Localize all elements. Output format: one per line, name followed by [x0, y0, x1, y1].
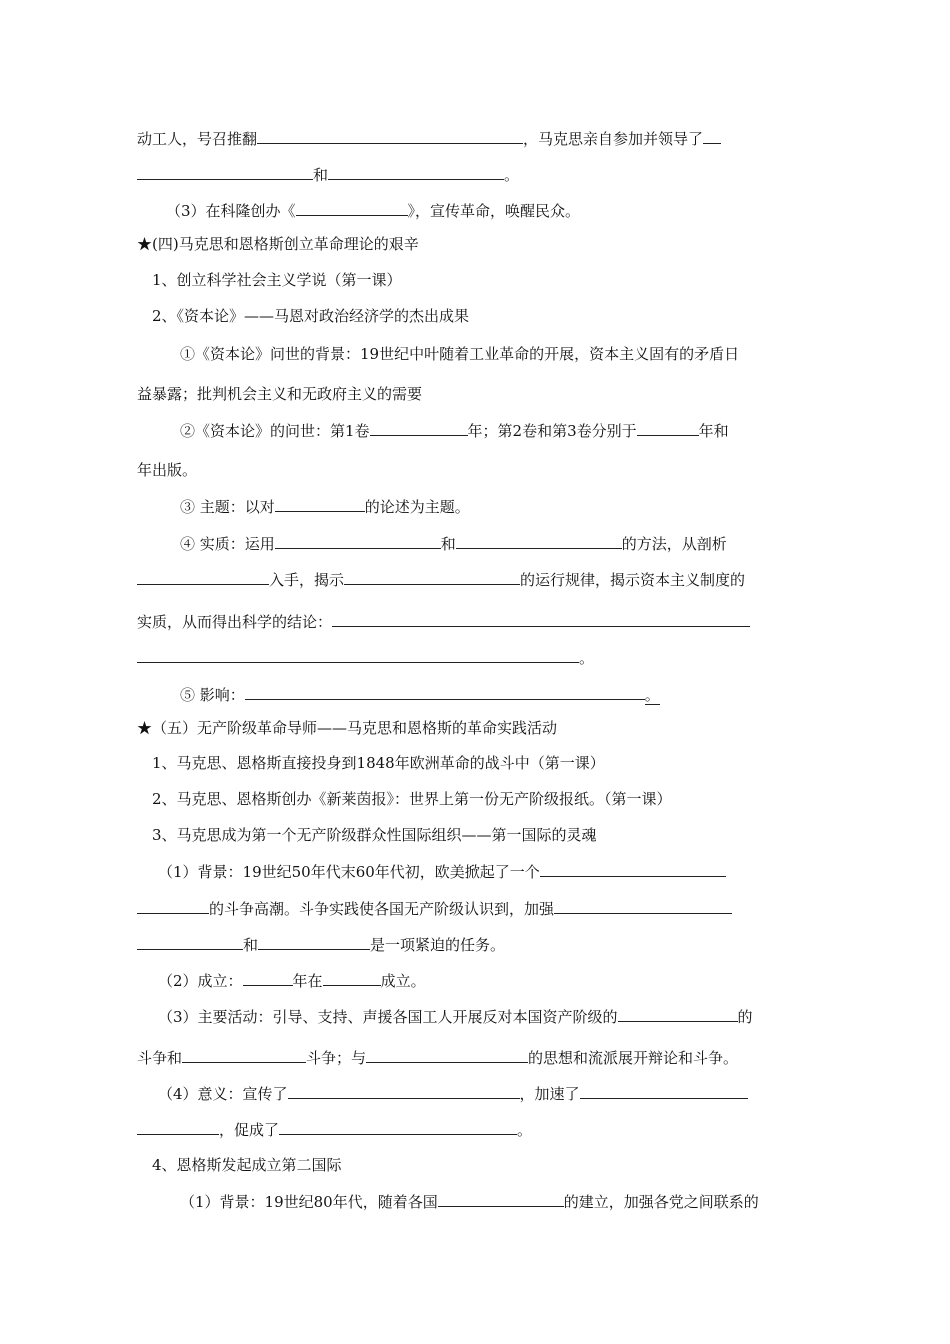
answer-blank[interactable] [554, 898, 732, 914]
text-segment: 年和 [698, 422, 729, 440]
text-line: 年出版。 [137, 461, 198, 479]
text-line [137, 647, 594, 668]
text-line [137, 898, 732, 919]
text-segment: 的 [737, 1008, 753, 1026]
answer-blank[interactable] [137, 1119, 219, 1135]
text-segment: （1）背景：19世纪80年代，随着各国 [180, 1193, 438, 1211]
text-segment: ③ 主题：以对 [180, 498, 275, 516]
text-segment: 的斗争高潮。斗争实践使各国无产阶级认识到，加强 [209, 900, 555, 918]
text-line [158, 970, 426, 991]
answer-blank[interactable] [296, 200, 408, 216]
answer-blank[interactable] [366, 1047, 528, 1063]
text-segment: 入手，揭示 [269, 571, 345, 589]
text-segment: 。 [644, 686, 660, 704]
text-segment: 的思想和流派展开辩论和斗争。 [528, 1049, 739, 1067]
answer-blank[interactable] [370, 420, 468, 436]
text-line: ①《资本论》问世的背景：19世纪中叶随着工业革命的开展，资本主义固有的矛盾日 [180, 345, 740, 363]
text-line [180, 420, 729, 441]
answer-blank[interactable] [637, 420, 699, 436]
text-segment: 》，宣传革命，唤醒民众。 [407, 202, 581, 220]
answer-blank[interactable] [275, 533, 441, 549]
text-line: 1、马克思、恩格斯直接投身到1848年欧洲革命的战斗中（第一课） [152, 754, 605, 772]
text-segment: 的方法，从剖析 [621, 535, 727, 553]
text-line [180, 533, 727, 554]
answer-blank[interactable] [243, 970, 293, 986]
text-segment: ②《资本论》的问世：第1卷 [180, 422, 370, 440]
text-line [180, 684, 660, 705]
answer-blank[interactable] [328, 164, 504, 180]
answer-blank[interactable] [137, 934, 243, 950]
text-segment: 实质，从而得出科学的结论： [137, 613, 333, 631]
text-line [137, 164, 519, 185]
text-line [137, 569, 745, 590]
text-segment: ，马克思亲自参加并领导了 [523, 130, 704, 148]
text-line [158, 861, 726, 882]
text-segment: 。 [517, 1121, 533, 1139]
section-heading: ★（五）无产阶级革命导师——马克思和恩格斯的革命实践活动 [137, 719, 558, 737]
text-line [180, 1191, 759, 1212]
text-line [180, 496, 470, 517]
answer-blank[interactable] [344, 569, 520, 585]
text-segment: 的运行规律，揭示资本主义制度的 [520, 571, 746, 589]
answer-blank[interactable] [137, 569, 269, 585]
answer-blank[interactable] [288, 1083, 520, 1099]
section-heading: ★(四)马克思和恩格斯创立革命理论的艰辛 [137, 235, 419, 253]
text-line [158, 1006, 753, 1027]
answer-blank[interactable] [137, 647, 579, 663]
answer-blank[interactable] [279, 1119, 517, 1135]
text-segment: 动工人，号召推翻 [137, 130, 258, 148]
text-line [137, 934, 505, 955]
text-segment: 的论述为主题。 [364, 498, 470, 516]
answer-blank[interactable] [275, 496, 365, 512]
text-segment: 是一项紧迫的任务。 [370, 936, 506, 954]
answer-blank[interactable] [540, 861, 726, 877]
answer-blank[interactable] [257, 128, 523, 144]
answer-blank[interactable] [618, 1006, 738, 1022]
answer-blank[interactable] [580, 1083, 748, 1099]
text-segment: 成立。 [380, 972, 426, 990]
answer-blank[interactable] [137, 898, 209, 914]
text-segment: 。 [504, 166, 520, 184]
text-segment: 年；第2卷和第3卷分别于 [467, 422, 637, 440]
text-segment: 和 [440, 535, 456, 553]
answer-blank[interactable] [332, 611, 750, 627]
text-segment: ④ 实质：运用 [180, 535, 275, 553]
text-line [158, 1083, 748, 1104]
text-line: 益暴露；批判机会主义和无政府主义的需要 [137, 385, 423, 403]
text-line: 2、马克思、恩格斯创办《新莱茵报》：世界上第一份无产阶级报纸。（第一课） [152, 790, 672, 808]
text-segment: 和 [313, 166, 329, 184]
text-line [137, 1119, 532, 1140]
answer-blank[interactable] [245, 684, 645, 700]
answer-blank[interactable] [323, 970, 381, 986]
text-segment: （4）意义：宣传了 [158, 1085, 288, 1103]
text-segment: 和 [243, 936, 259, 954]
text-segment: 斗争；与 [306, 1049, 367, 1067]
text-segment: ，促成了 [219, 1121, 280, 1139]
answer-blank[interactable] [438, 1191, 564, 1207]
text-segment: 。 [579, 649, 595, 667]
text-segment: （3）主要活动：引导、支持、声援各国工人开展反对本国资产阶级的 [158, 1008, 618, 1026]
answer-blank[interactable] [703, 128, 721, 144]
text-line: 4、恩格斯发起成立第二国际 [152, 1156, 342, 1174]
text-line [166, 200, 580, 221]
text-segment: 年在 [292, 972, 323, 990]
text-line [137, 1047, 738, 1068]
text-line [137, 611, 750, 632]
text-line: 3、马克思成为第一个无产阶级群众性国际组织——第一国际的灵魂 [152, 826, 597, 844]
text-line: 1、创立科学社会主义学说（第一课） [152, 271, 402, 289]
answer-blank[interactable] [182, 1047, 306, 1063]
answer-blank[interactable] [456, 533, 622, 549]
answer-blank[interactable] [258, 934, 370, 950]
text-segment: （1）背景：19世纪50年代末60年代初，欧美掀起了一个 [158, 863, 540, 881]
text-segment: ，加速了 [519, 1085, 580, 1103]
text-segment: 的建立，加强各党之间联系的 [563, 1193, 759, 1211]
text-segment: （2）成立： [158, 972, 243, 990]
answer-blank[interactable] [137, 164, 313, 180]
text-segment: ⑤ 影响： [180, 686, 245, 704]
text-segment: （3）在科隆创办《 [166, 202, 296, 220]
text-segment: 斗争和 [137, 1049, 183, 1067]
text-line: 2、《资本论》——马恩对政治经济学的杰出成果 [152, 307, 470, 325]
text-line [137, 128, 721, 149]
